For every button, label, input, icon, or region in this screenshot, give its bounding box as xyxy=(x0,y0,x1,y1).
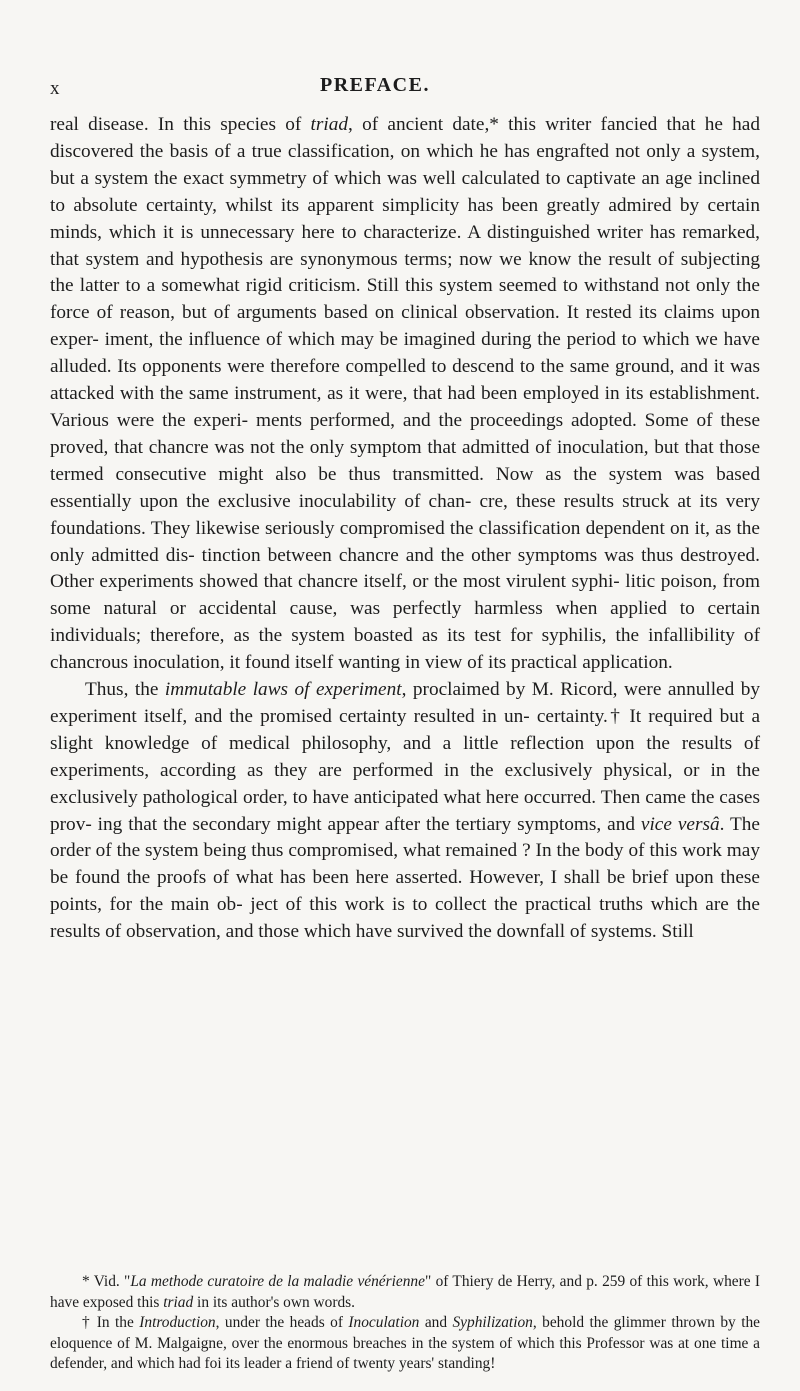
text-run: , of ancient date,* this writer fancied that he had discovered the basis of a true classification, on which he has engrafted not only a system, but a system the exact symmetry of which was well calculated to captivate an age inclined to absolute certainty, whilst its apparent simplicity has been greatly admired by certain minds, which it is unnecessary here to characterize. A distinguished writer has remarked, that system and hypothesis are synonymous terms; now we know the result of subjecting the latter to a somewhat rigid criticism. Still this system seemed to withstand not only the force of reason, but of arguments based on clinical observation. It rested its claims upon exper- iment, the influence of which may be imagined during the period to which we have alluded. Its opponents were therefore compelled to descend to the same ground, and it was attacked with the same instrument, as it were, that had been employed in its establishment. Various were the experi- ments performed, and the proceedings adopted. Some of these proved, that chancre was not the only symptom that admitted of inoculation, but that those termed consecutive might also be thus transmitted. Now as the system was based essentially upon the exclusive inoculability of chan- cre, these results struck at its very foundations. They likewise seriously compromised the classification dependent on it, as the only admitted dis- tinction between chancre and the other symptoms was thus destroyed. Other experiments showed that chancre itself, or the most virulent syphi- litic poison, from some natural or accidental cause, was perfectly harmless when applied to certain individuals; therefore, as the system boasted as its test for syphilis, the infallibility of chancrous inoculation, it found itself wanting in view of its practical application. xyxy=(50,114,760,674)
text-run: in its author's own words. xyxy=(193,1293,356,1311)
text-run: † In the xyxy=(82,1314,140,1331)
text-run: . The order of the system being thus compromised, what remained ? In the body of this work may be found the proofs of what has been here asserted. However, I shall be brief upon these points, for the main ob- ject of this work is to collect the practical truths which are the results of observation, and those which have survived the downfall of systems. Still xyxy=(50,813,760,943)
text-run: , behold the glimmer thrown by the eloquence of M. Malgaigne, over the enormous breaches in the system of which this Professor was at one time a defender, and which had foi its leader a friend of twenty years' standing! xyxy=(50,1314,760,1372)
text-run: real disease. In this species of xyxy=(50,114,311,135)
page-header xyxy=(0,74,800,104)
text-run: , proclaimed by M. Ricord, were annulled by experiment itself, and the promised certainty resulted in un- certainty.† It required but a slight knowledge of medical philosophy, and a little reflection upon the results of experiments, according as they are performed in the exclusively physical, or in the exclusively pathological order, to have anticipated what here occurred. Then came the cases prov- ing that the secondary might appear after the tertiary symptoms, and xyxy=(50,679,760,835)
text-run: and xyxy=(419,1314,453,1331)
paragraph xyxy=(50,677,760,946)
paragraph xyxy=(50,112,760,677)
text-run: * Vid. " xyxy=(82,1273,131,1290)
body-text xyxy=(50,112,760,946)
footnote xyxy=(50,1272,760,1313)
italic-term: Introduction xyxy=(139,1314,216,1331)
page-number: x xyxy=(50,78,61,99)
italic-term: immutable laws of experiment xyxy=(164,679,402,701)
running-head: PREFACE. xyxy=(320,74,430,96)
italic-term: triad xyxy=(310,114,349,135)
text-run: Thus, the xyxy=(85,679,165,701)
text-run: " of Thiery de Herry, and p. 259 of this work, where I have exposed this xyxy=(50,1273,761,1311)
italic-term: La methode curatoire de la maladie vénérienne xyxy=(130,1273,425,1290)
footnotes xyxy=(50,1272,760,1375)
text-run: , under the heads of xyxy=(215,1314,349,1331)
italic-term: Inoculation xyxy=(348,1314,420,1331)
footnote xyxy=(50,1313,760,1375)
italic-term: triad xyxy=(163,1293,194,1311)
italic-term: Syphilization xyxy=(452,1314,533,1331)
italic-term: vice versâ xyxy=(640,813,720,835)
